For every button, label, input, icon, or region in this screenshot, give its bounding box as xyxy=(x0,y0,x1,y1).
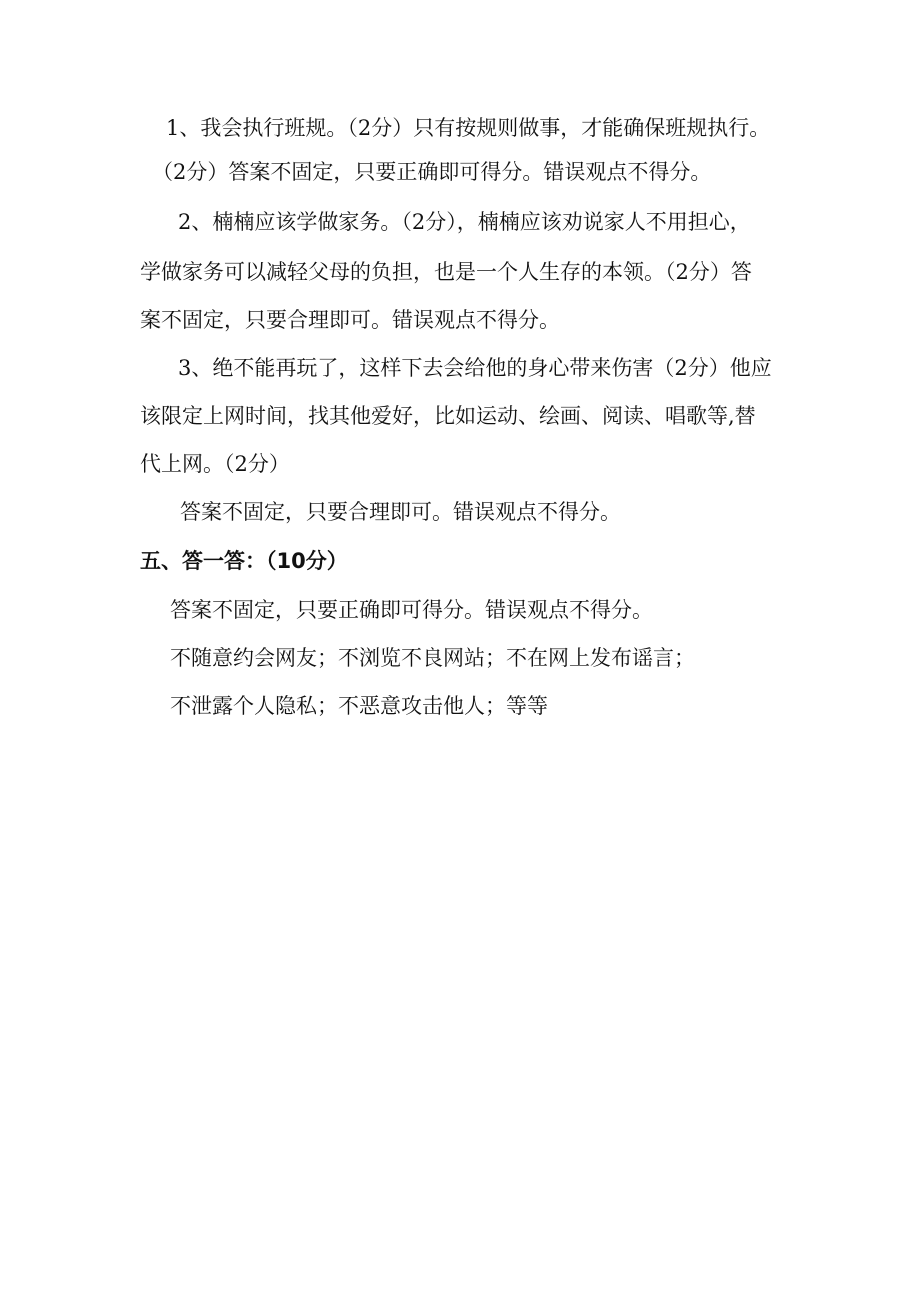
answer-1-line-2: （2分）答案不固定，只要正确即可得分。错误观点不得分。 xyxy=(152,160,712,184)
answer-3-line-3: 代上网。（2分） xyxy=(140,452,290,476)
section-5-line-1: 答案不固定，只要正确即可得分。错误观点不得分。 xyxy=(170,598,653,622)
answer-2-line-1: 2、楠楠应该学做家务。（2分），楠楠应该劝说家人不用担心， xyxy=(178,210,751,234)
answer-3-line-2: 该限定上网时间，找其他爱好，比如运动、绘画、阅读、唱歌等,替 xyxy=(140,404,756,428)
answer-3-note: 答案不固定，只要合理即可。错误观点不得分。 xyxy=(180,500,621,524)
section-5-line-3: 不泄露个人隐私；不恶意攻击他人；等等 xyxy=(170,694,548,718)
answer-1-line-1: 1、我会执行班规。（2分）只有按规则做事，才能确保班规执行。 xyxy=(166,116,771,140)
answer-2-line-2: 学做家务可以减轻父母的负担，也是一个人生存的本领。（2分）答 xyxy=(140,260,752,284)
answer-3-line-1: 3、绝不能再玩了，这样下去会给他的身心带来伤害（2分）他应 xyxy=(178,356,772,380)
answer-2-line-3: 案不固定，只要合理即可。错误观点不得分。 xyxy=(140,308,560,332)
section-5-line-2: 不随意约会网友；不浏览不良网站；不在网上发布谣言； xyxy=(170,646,695,670)
section-5-heading: 五、答一答：（10分） xyxy=(140,549,348,573)
